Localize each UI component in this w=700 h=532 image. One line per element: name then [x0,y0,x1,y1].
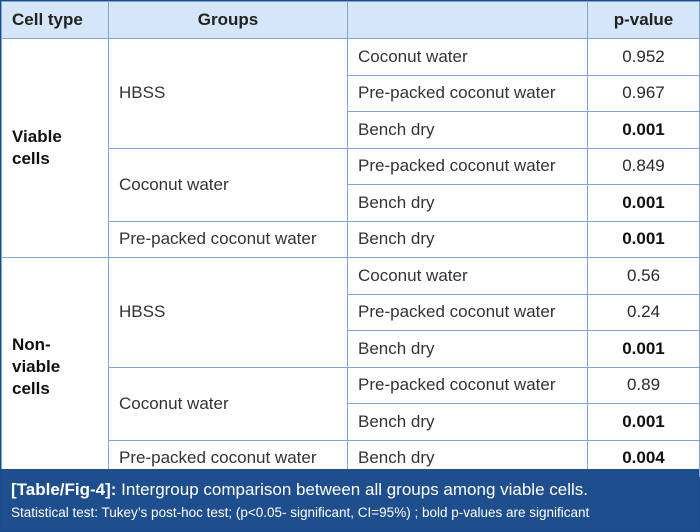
p-value: 0.56 [588,258,700,295]
comparison-group: Pre-packed coconut water [348,75,588,112]
header-row [2,2,700,39]
caption-note: Statistical test: Tukey’s post-hoc test; (p<0.05- significant, CI=95%) ; bold p-values are significant [11,505,590,520]
p-value: 0.849 [588,148,700,185]
table-row [2,39,700,76]
comparison-group: Pre-packed coconut water [348,367,588,404]
caption-label: [Table/Fig-4]: [11,480,117,499]
figure-caption [1,469,699,531]
comparison-group: Coconut water [348,258,588,295]
p-value: 0.004 [588,440,700,477]
group-name: Pre-packed coconut water [109,440,348,477]
comparison-group: Pre-packed coconut water [348,148,588,185]
group-name: Pre-packed coconut water [109,221,348,258]
header-pvalue: p-value [588,2,700,39]
p-value: 0.001 [588,185,700,222]
group-name: Coconut water [109,148,348,221]
comparison-group: Bench dry [348,112,588,149]
header-blank [348,2,588,39]
cell-type-label: Non-viable cells [2,258,109,477]
comparison-group: Bench dry [348,221,588,258]
p-value: 0.89 [588,367,700,404]
header-groups: Groups [109,2,348,39]
comparison-table [1,1,700,477]
p-value: 0.001 [588,221,700,258]
header-cell-type: Cell type [2,2,109,39]
p-value: 0.001 [588,112,700,149]
p-value: 0.001 [588,404,700,441]
comparison-group: Bench dry [348,331,588,368]
caption-title: Intergroup comparison between all groups among viable cells. [116,480,588,499]
p-value: 0.001 [588,331,700,368]
p-value: 0.952 [588,39,700,76]
comparison-group: Bench dry [348,440,588,477]
table-row [2,258,700,295]
group-name: HBSS [109,258,348,368]
group-name: HBSS [109,39,348,149]
p-value: 0.967 [588,75,700,112]
p-value: 0.24 [588,294,700,331]
comparison-group: Bench dry [348,404,588,441]
cell-type-label: Viable cells [2,39,109,258]
comparison-group: Pre-packed coconut water [348,294,588,331]
group-name: Coconut water [109,367,348,440]
comparison-group: Coconut water [348,39,588,76]
comparison-group: Bench dry [348,185,588,222]
